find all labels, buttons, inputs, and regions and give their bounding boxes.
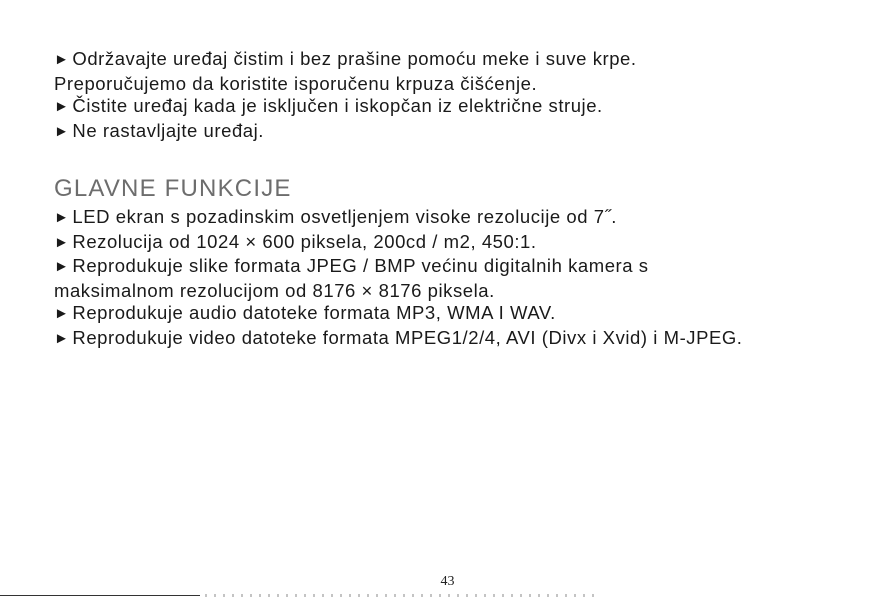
feature-line xyxy=(54,280,884,303)
care-line xyxy=(54,73,884,96)
feature-line-text: maksimalnom rezolucijom od 8176 × 8176 piksela. xyxy=(54,279,495,301)
care-line-text: Održavajte uređaj čistim i bez prašine pomoću meke i suve krpe. xyxy=(72,48,637,69)
page-content xyxy=(54,48,884,351)
features-heading: GLAVNE FUNKCIJE xyxy=(54,175,292,202)
care-line-text: Preporučujemo da koristite isporučenu krpuza čišćenje. xyxy=(54,72,538,94)
care-line xyxy=(54,95,884,120)
footer-rule xyxy=(0,595,200,596)
feature-line xyxy=(54,327,884,352)
feature-line-text: LED ekran s pozadinskim osvetljenjem visoke rezolucije od 7˝. xyxy=(72,206,617,227)
features-section xyxy=(54,176,884,351)
feature-line xyxy=(54,231,884,256)
care-line-text: Čistite uređaj kada je isključen i iskopčan iz električne struje. xyxy=(72,95,603,116)
bullet-arrow-icon: ► xyxy=(54,258,70,275)
bullet-arrow-icon: ► xyxy=(54,329,70,347)
feature-line xyxy=(54,206,884,231)
feature-line xyxy=(54,255,884,280)
care-line xyxy=(54,120,884,145)
bullet-arrow-icon: ► xyxy=(54,209,70,226)
section-spacer xyxy=(54,144,884,176)
bullet-arrow-icon: ► xyxy=(54,98,70,115)
feature-line-text: Rezolucija od 1024 × 600 piksela, 200cd / m2, 450:1. xyxy=(72,230,537,252)
bullet-arrow-icon: ► xyxy=(54,122,70,140)
feature-line xyxy=(54,302,884,327)
care-line-text: Ne rastavljajte uređaj. xyxy=(72,119,264,141)
feature-line-text: Reprodukuje slike formata JPEG / BMP većinu digitalnih kamera s xyxy=(72,255,649,276)
page-number: 43 xyxy=(440,574,455,589)
care-instructions xyxy=(54,48,884,144)
feature-line-text: Reprodukuje video datoteke formata MPEG1/2/4, AVI (Divx i Xvid) i M-JPEG. xyxy=(72,326,743,348)
bullet-arrow-icon: ► xyxy=(54,305,70,322)
bullet-arrow-icon: ► xyxy=(54,233,70,251)
feature-line-text: Reprodukuje audio datoteke formata MP3, WMA I WAV. xyxy=(72,302,556,323)
care-line xyxy=(54,48,884,73)
footer-scan-artifact xyxy=(205,594,595,597)
bullet-arrow-icon: ► xyxy=(54,51,70,68)
